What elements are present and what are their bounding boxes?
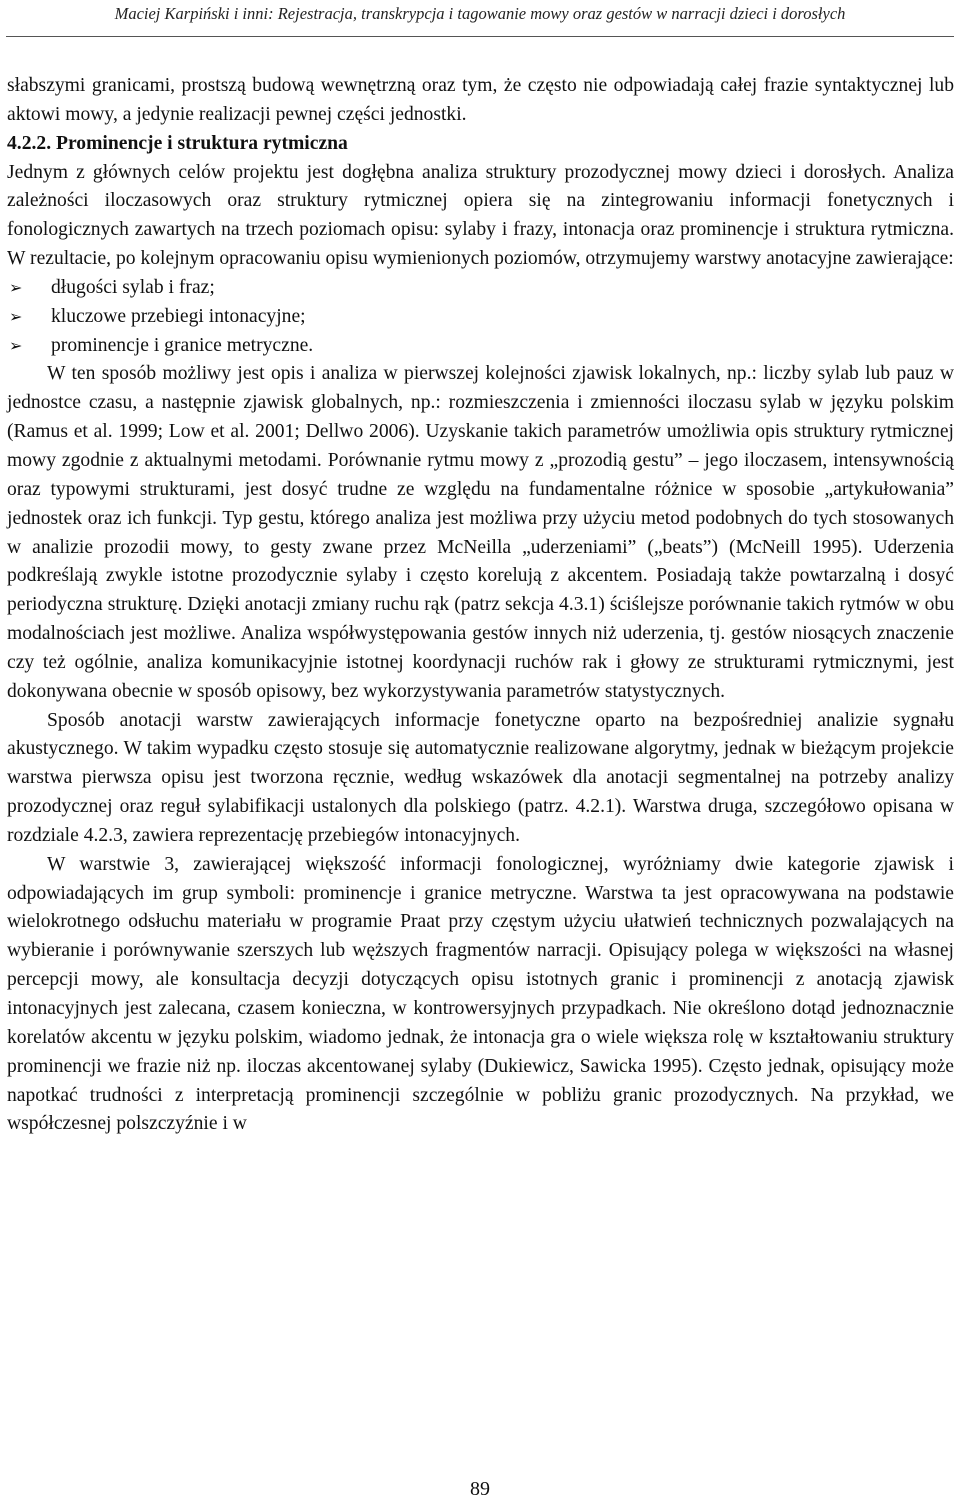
bullet-text: długości sylab i fraz;: [51, 276, 215, 298]
body-text: [7, 72, 954, 1139]
paragraph-4: W warstwie 3, zawierającej większość informacji fonologicznej, wyróżniamy dwie kategorie zjawisk i odpowiadających im grup symboli: prominencje i granice metryczne. Warstwa ta jest opracowywana na podstawie wielokrotnego odsłuchu materiału w programie Praat przy częstym użyciu ułatwień technicznych pozwalających na wybieranie i porównywanie szerszych lub węższych fragmentów narracji. Opisujący polega w większości na własnej percepcji mowy, ale konsultacja decyzji dotyczących opisu istotnych granic i prominencji z anotacją zjawisk intonacyjnych jest zalecana, czasem konieczna, w kontrowersyjnych przypadkach. Nie określono dotąd jednoznacznie korelatów akcentu w języku polskim, wiadomo jednak, że intonacja gra o wiele większa rolę w kształtowaniu struktury prominencji we frazie niż np. iloczas akcentowanej sylaby (Dukiewicz, Sawicka 1995). Często jednak, opisujący może napotkać trudności z interpretacją prominencji szczególnie w pobliżu granic prozodycznych. Na przykład, we współczesnej polszczyźnie i w: [7, 853, 954, 1135]
bullet-item: [7, 274, 954, 303]
bullet-text: kluczowe przebiegi intonacyjne;: [51, 305, 306, 327]
page-number: 89: [470, 1478, 490, 1500]
header-divider: [6, 36, 954, 37]
arrow-bullet-icon: ➢: [9, 335, 23, 355]
arrow-bullet-icon: ➢: [9, 306, 23, 326]
bullet-item: [7, 332, 954, 361]
running-header: Maciej Karpiński i inni: Rejestracja, transkrypcja i tagowanie mowy oraz gestów w narracji dzieci i dorosłych: [114, 4, 846, 23]
paragraph-2: W ten sposób możliwy jest opis i analiza w pierwszej kolejności zjawisk lokalnych, np.: liczby sylab lub pauz w jednostce czasu, a następnie zjawisk globalnych, np.: rozmieszczenia i zmienności iloczasu sylab w języku polskim (Ramus et al. 1999; Low et al. 2001; Dellwo 2006). Uzyskanie takich parametrów umożliwia opis struktury rytmicznej mowy zgodnie z aktualnymi metodami. Porównanie rytmu mowy z „prozodią gestu” – jego iloczasem, intensywnością oraz typowymi strukturami, jest dosyć trudne ze względu na fundamentalne różnice w sposobie „artykułowania” jednostek oraz ich funkcji. Typ gestu, którego analiza jest możliwa przy użyciu metod podobnych do tych stosowanych w analizie prozodii mowy, to gesty zwane przez McNeilla „uderzeniami” („beats”) (McNeill 1995). Uderzenia podkreślają zwykle istotne prozodycznie sylaby i często korelują z akcentem. Posiadają także powtarzalną i dosyć periodyczna strukturę. Dzięki anotacji zmiany ruchu rąk (patrz sekcja 4.3.1) ściślejsze porównanie takich rytmów w obu modalnościach jest możliwe. Analiza współwystępowania gestów innych niż uderzenia, tj. gestów niosących znaczenie czy też ogólnie, analiza komunikacyjnie istotnej koordynacji ruchów rak i głowy ze strukturami rytmicznymi, jest dokonywana obecnie w sposób opisowy, bez wykorzystywania parametrów statystycznych.: [7, 363, 954, 702]
bullet-text: prominencje i granice metryczne.: [51, 334, 314, 356]
paragraph-1: Jednym z głównych celów projektu jest dogłębna analiza struktury prozodycznej mowy dzieci i dorosłych. Analiza zależności iloczasowych oraz struktury rytmicznej opiera się na zintegrowaniu informacji fonetycznych i fonologicznych zawartych na trzech poziomach opisu: sylaby i frazy, intonacja oraz prominencje i struktura rytmiczna. W rezultacie, po kolejnym opracowaniu opisu wymienionych poziomów, otrzymujemy warstwy anotacyjne zawierające:: [7, 161, 954, 270]
section-heading: 4.2.2. Prominencje i struktura rytmiczna: [7, 132, 348, 154]
bullet-item: [7, 303, 954, 332]
bullet-list: [7, 274, 954, 361]
intro-paragraph: słabszymi granicami, prostszą budową wewnętrzną oraz tym, że często nie odpowiadają całej frazie syntaktycznej lub aktowi mowy, a jedynie realizacji pewnej części jednostki.: [7, 75, 954, 125]
arrow-bullet-icon: ➢: [9, 277, 23, 297]
paragraph-3: Sposób anotacji warstw zawierających informacje fonetyczne oparto na bezpośredniej analizie sygnału akustycznego. W takim wypadku często stosuje się automatycznie realizowane algorytmy, jednak w bieżącym projekcie warstwa pierwsza opisu jest tworzona ręcznie, według wskazówek dla anotacji segmentalnej na potrzeby analizy prozodycznej oraz reguł sylabifikacji ustalonych dla polskiego (patrz. 4.2.1). Warstwa druga, szczegółowo opisana w rozdziale 4.2.3, zawiera reprezentację przebiegów intonacyjnych.: [7, 709, 954, 846]
